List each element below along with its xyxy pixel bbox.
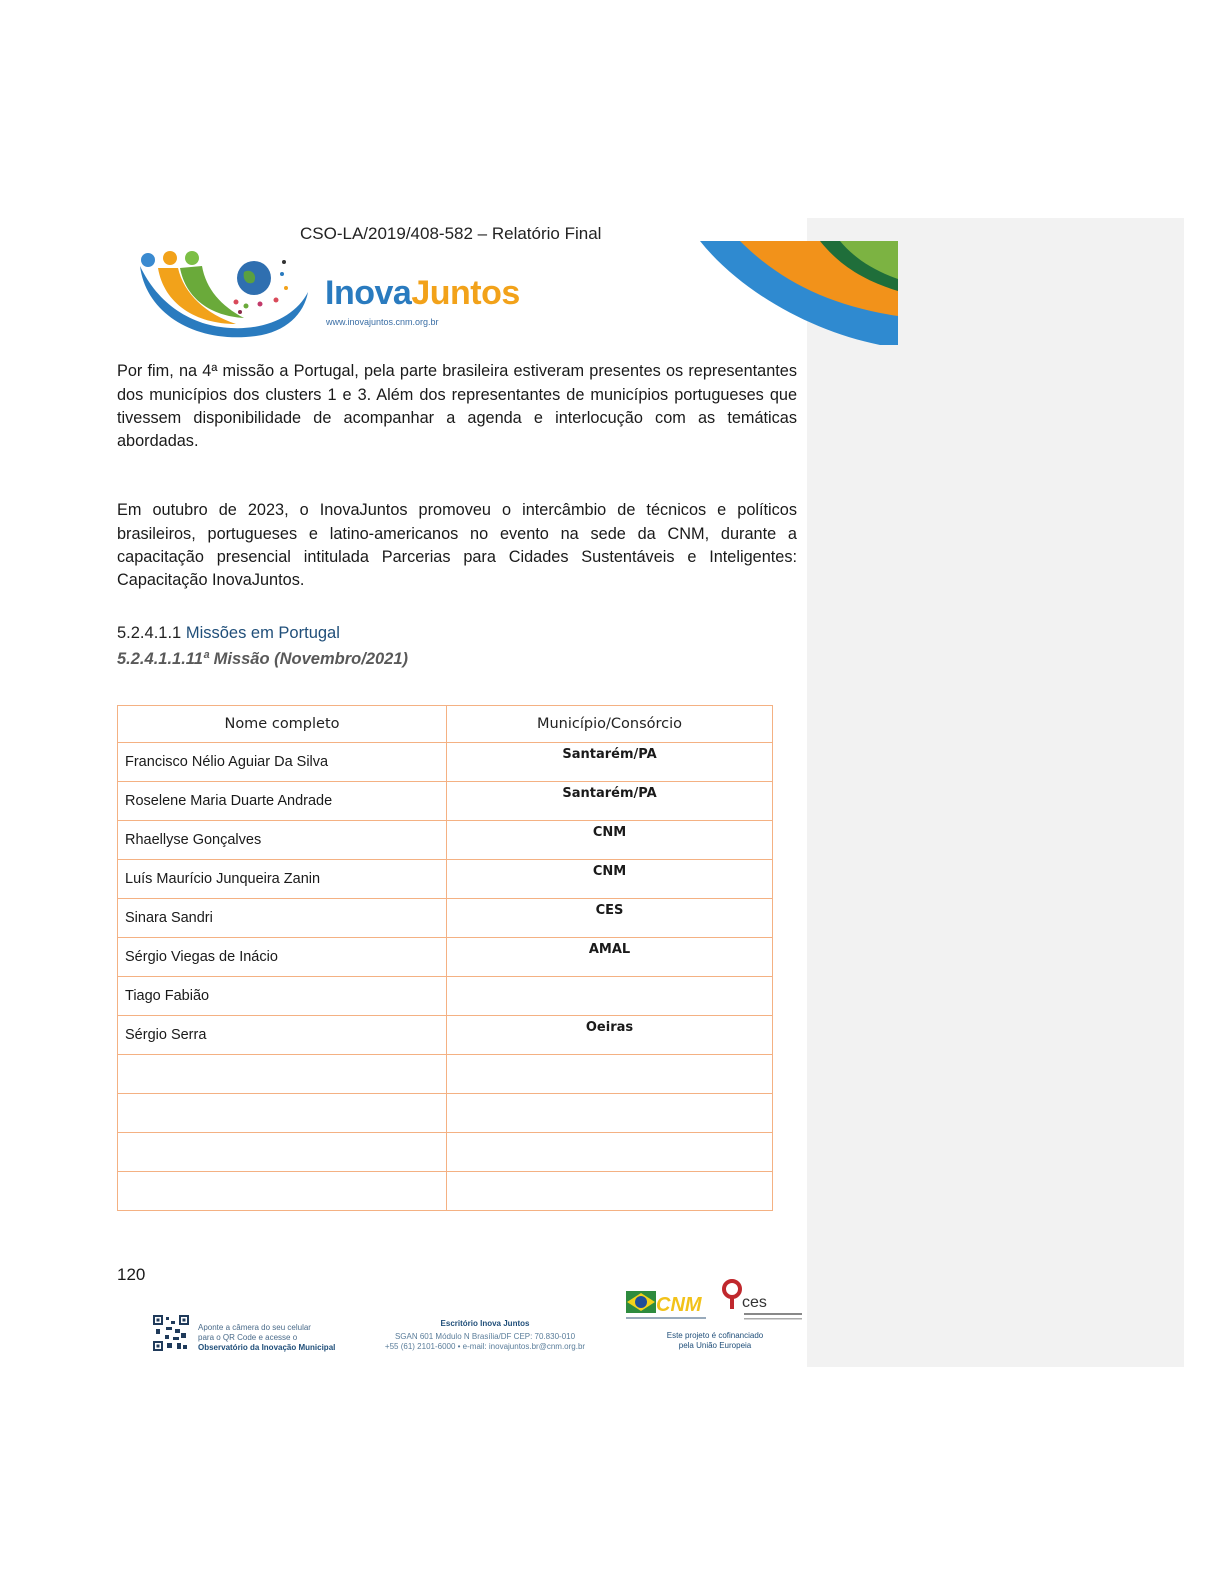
column-header-name: Nome completo (118, 706, 447, 743)
cofinance-note (650, 1331, 780, 1351)
office-address-block (370, 1319, 600, 1352)
table-row (118, 743, 773, 782)
section-heading-title: Missões em Portugal (185, 624, 340, 642)
office-title: Escritório Inova Juntos (440, 1319, 530, 1328)
municipality-cell (447, 1133, 773, 1172)
municipality-cell (447, 1094, 773, 1133)
name-cell: Sinara Sandri (118, 899, 447, 938)
cofinance-line: pela União Europeia (678, 1341, 752, 1350)
name-cell (118, 1094, 447, 1133)
header-swoosh-decoration-icon (700, 241, 898, 345)
name-cell (118, 1172, 447, 1211)
section-heading-number: 5.2.4.1.1 (117, 624, 182, 642)
table-header-row (118, 706, 773, 743)
comment-margin-pane (807, 218, 1184, 1367)
body-paragraph: Em outubro de 2023, o InovaJuntos promoveu o intercâmbio de técnicos e políticos brasileiros, portugueses e latino-americanos no evento na sede da CNM, durante a capacitação presencial intitulada Parcerias para Cidades Sustentáveis e Inteligentes: Capacitação InovaJuntos. (117, 501, 797, 589)
table-row-empty (118, 1133, 773, 1172)
page-number: 120 (117, 1265, 146, 1284)
brand-inova: Inova (325, 274, 412, 312)
qr-code-icon (153, 1315, 189, 1351)
name-cell (118, 1055, 447, 1094)
observatorio-link[interactable]: Observatório da Inovação Municipal (198, 1343, 336, 1352)
cofinance-line: Este projeto é cofinanciado (666, 1331, 764, 1340)
name-cell: Francisco Nélio Aguiar Da Silva (118, 743, 447, 782)
municipality-cell (447, 1172, 773, 1211)
brand-juntos: Juntos (411, 274, 520, 312)
municipality-cell: Santarém/PA (447, 743, 773, 782)
column-header-municipality: Município/Consórcio (447, 706, 773, 743)
table-row (118, 938, 773, 977)
municipality-cell (447, 977, 773, 1016)
qr-caption (198, 1323, 335, 1353)
name-cell: Sérgio Serra (118, 1016, 447, 1055)
attendees-table (117, 705, 773, 1211)
office-contact: +55 (61) 2101-6000 • e-mail: inovajuntos.br@cnm.org.br (384, 1342, 586, 1351)
running-head (300, 222, 620, 240)
running-head-text: CSO-LA/2019/408-582 – Relatório Final (300, 224, 602, 240)
table-row (118, 860, 773, 899)
qr-caption-line: Aponte a câmera do seu celular (198, 1323, 311, 1332)
name-cell: Sérgio Viegas de Inácio (118, 938, 447, 977)
body-paragraph: Por fim, na 4ª missão a Portugal, pela parte brasileira estiveram presentes os representantes dos municípios dos clusters 1 e 3. Além dos representantes de municípios portugueses que tivessem disponibilidade de acompanhar a agenda e interlocução com as temáticas abordadas. (117, 362, 797, 450)
table-row (118, 782, 773, 821)
name-cell: Luís Maurício Junqueira Zanin (118, 860, 447, 899)
table-row-empty (118, 1094, 773, 1133)
section-heading (117, 624, 340, 643)
municipality-cell: Oeiras (447, 1016, 773, 1055)
table-row-empty (118, 1172, 773, 1211)
table-row (118, 899, 773, 938)
brand-wordmark (325, 274, 520, 313)
name-cell: Rhaellyse Gonçalves (118, 821, 447, 860)
table-row-empty (118, 1055, 773, 1094)
cnm-logo-text: CNM (656, 1294, 702, 1316)
municipality-cell: AMAL (447, 938, 773, 977)
municipality-cell: CES (447, 899, 773, 938)
municipality-cell: Santarém/PA (447, 782, 773, 821)
cnm-logo-icon (626, 1287, 708, 1323)
name-cell: Roselene Maria Duarte Andrade (118, 782, 447, 821)
municipality-cell: CNM (447, 860, 773, 899)
ces-logo-text: ces (742, 1294, 767, 1311)
table-row (118, 821, 773, 860)
municipality-cell (447, 1055, 773, 1094)
qr-caption-line: para o QR Code e acesse o (198, 1333, 298, 1342)
name-cell (118, 1133, 447, 1172)
table-row (118, 1016, 773, 1055)
brand-url: www.inovajuntos.cnm.org.br (326, 317, 439, 327)
ces-logo-icon (722, 1279, 804, 1327)
table-row (118, 977, 773, 1016)
name-cell: Tiago Fabião (118, 977, 447, 1016)
municipality-cell: CNM (447, 821, 773, 860)
office-address: SGAN 601 Módulo N Brasília/DF CEP: 70.830-010 (394, 1332, 576, 1341)
inovajuntos-logo-icon (136, 244, 316, 342)
subsection-heading: 5.2.4.1.1.11ª Missão (Novembro/2021) (117, 650, 409, 668)
